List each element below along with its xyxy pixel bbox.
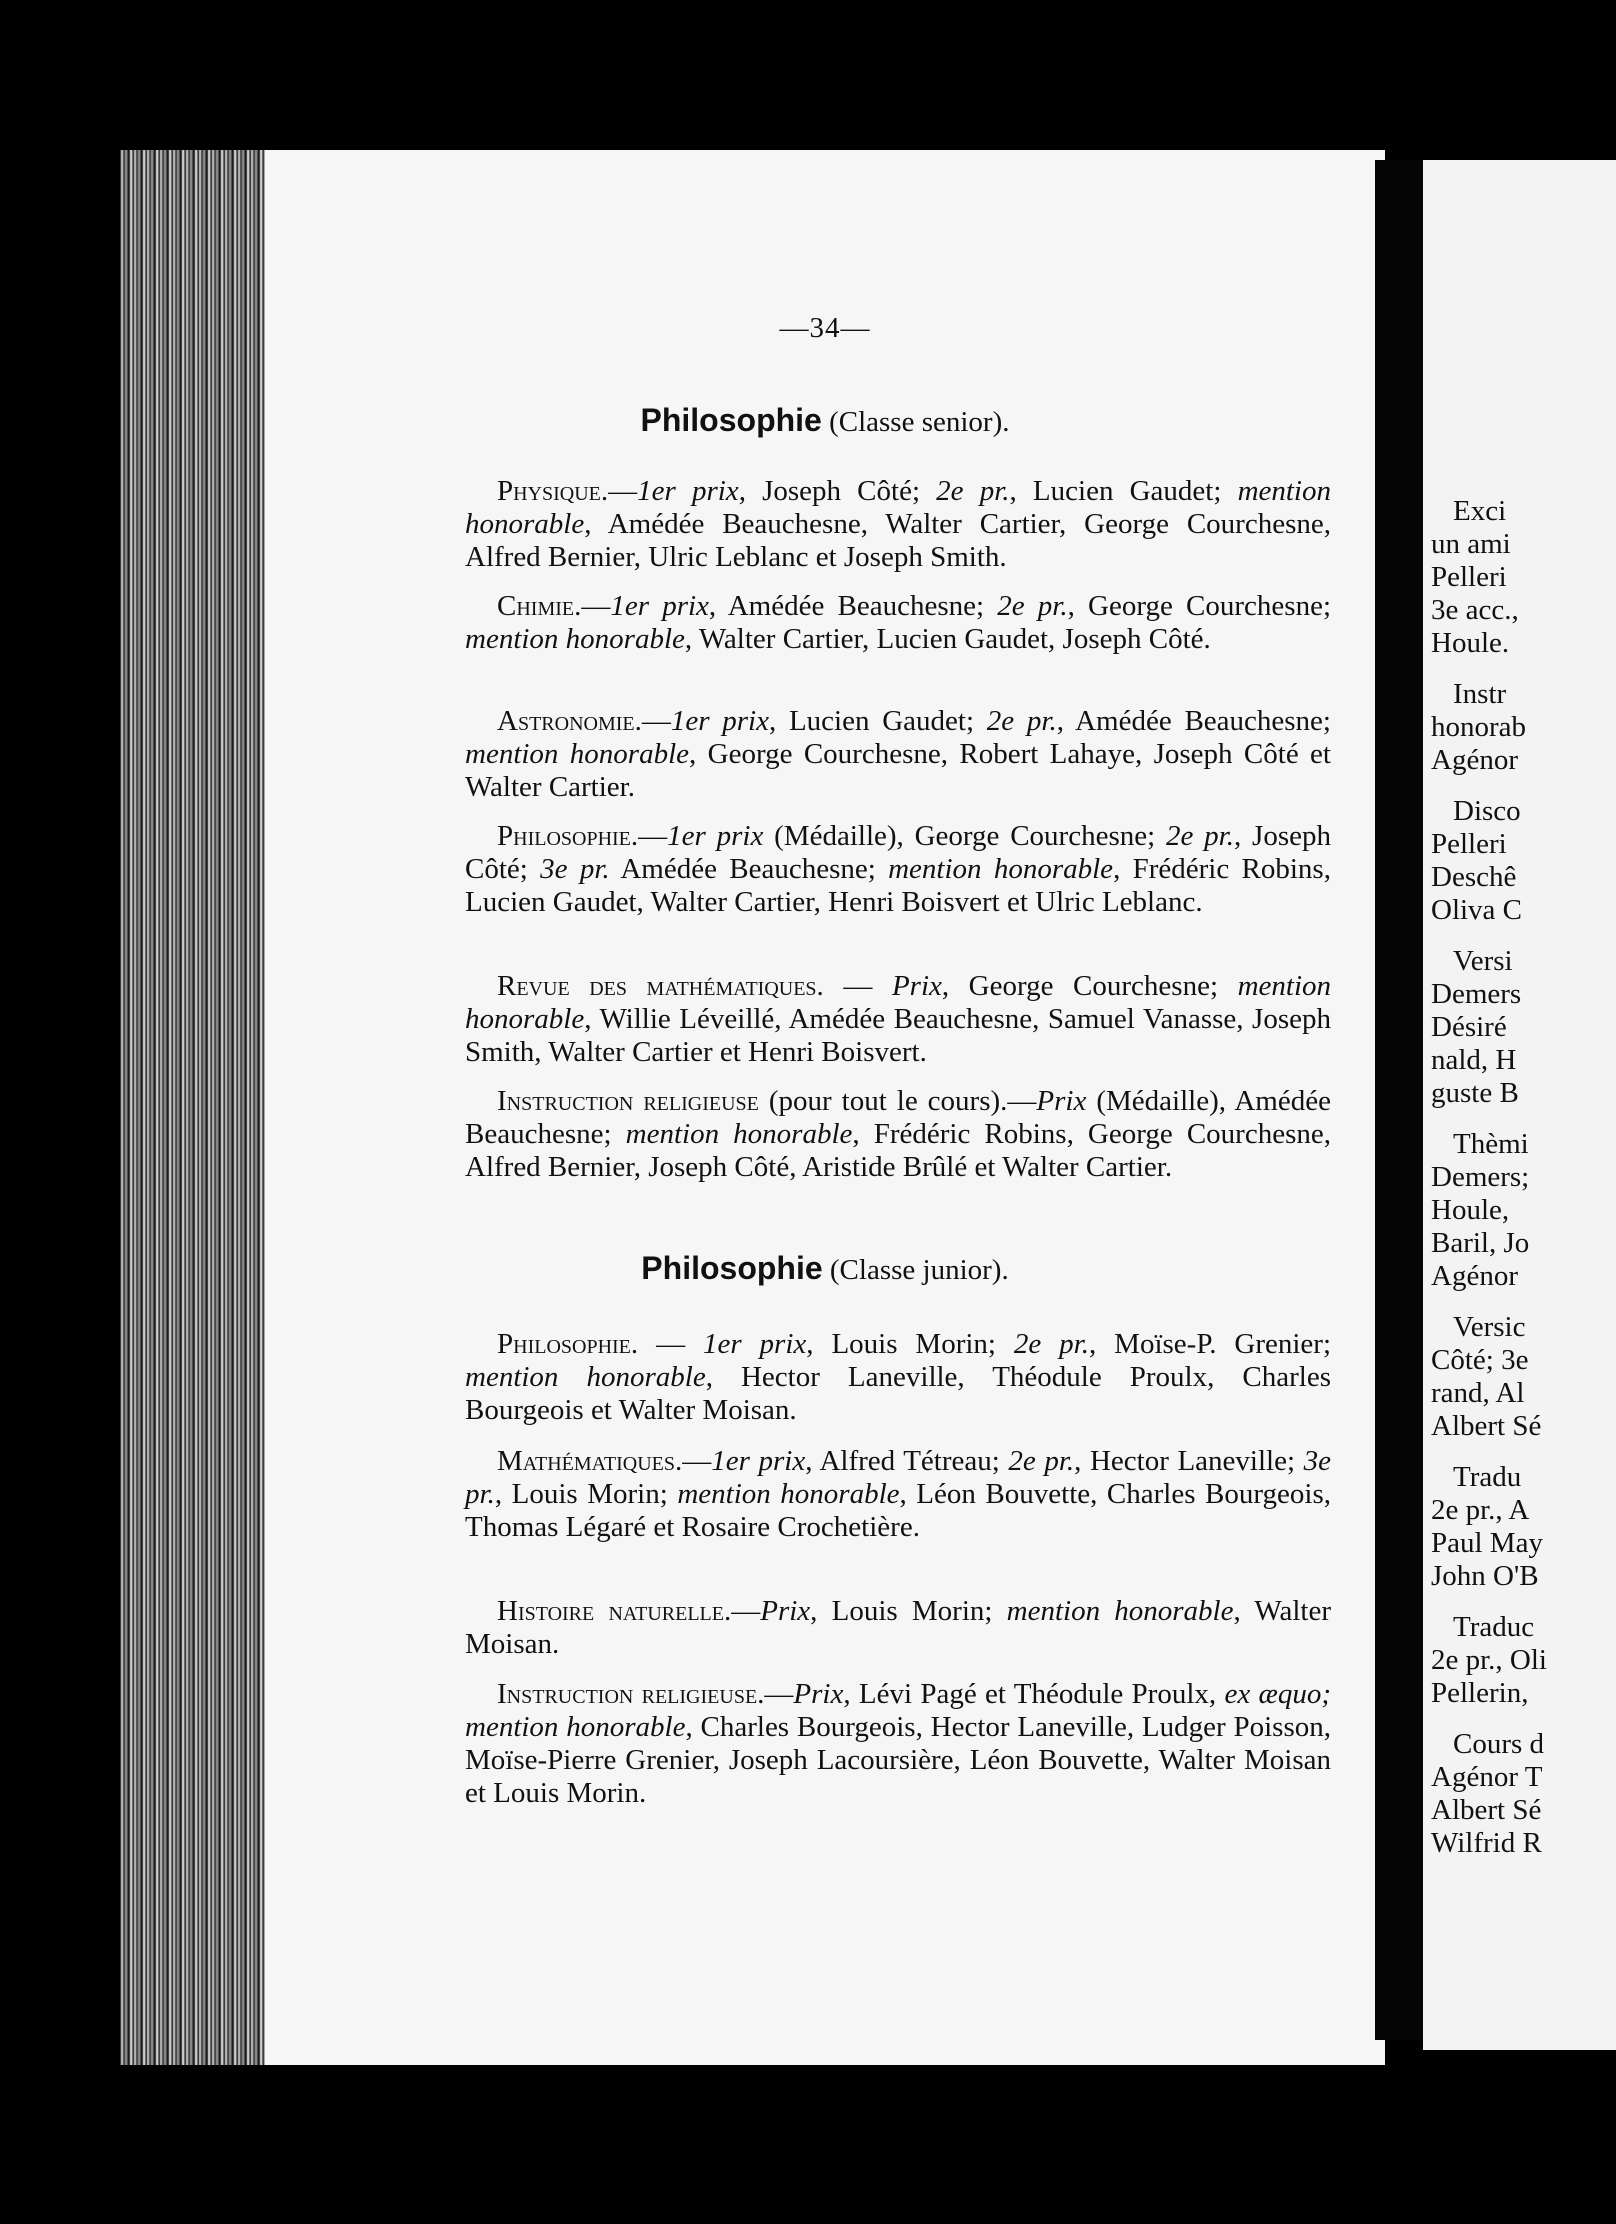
next-page-line: 2e pr., A bbox=[1431, 1494, 1530, 1526]
next-page-line: John O'B bbox=[1431, 1560, 1539, 1592]
next-page-line: nald, H bbox=[1431, 1044, 1517, 1076]
next-page-line: Demers bbox=[1431, 978, 1522, 1010]
next-page-line: Cours d bbox=[1453, 1728, 1545, 1760]
text: — bbox=[731, 1595, 761, 1627]
book-page-edges bbox=[120, 150, 270, 2065]
senior-instruction-paragraph bbox=[465, 1085, 1331, 1184]
text: 2e pr. bbox=[1165, 820, 1234, 852]
text: , George Courchesne; bbox=[941, 970, 1238, 1002]
text: mention honorable bbox=[465, 623, 685, 655]
book-gutter bbox=[1375, 160, 1423, 2040]
text: , Joseph Côté; bbox=[738, 475, 937, 507]
text: , Louis Morin; bbox=[806, 1328, 1014, 1360]
next-page-line: Versic bbox=[1453, 1311, 1526, 1343]
next-page-line: Exci bbox=[1453, 495, 1507, 527]
next-page-fragment bbox=[1423, 160, 1616, 2050]
subject-label: Instruction religieuse. bbox=[497, 1678, 765, 1710]
text: , Amédée Beauchesne; bbox=[708, 590, 998, 622]
text: ex æquo; mention honorable bbox=[465, 1678, 1331, 1743]
text: 3e pr. bbox=[465, 1445, 1331, 1510]
next-page-line: Houle, bbox=[1431, 1194, 1510, 1226]
text: , Louis Morin; bbox=[494, 1478, 678, 1510]
text: (Médaille), Amédée Beauchesne; bbox=[465, 1085, 1331, 1150]
next-page-line: 2e pr., Oli bbox=[1431, 1644, 1547, 1676]
text: mention honorable bbox=[625, 1118, 853, 1150]
text: 2e pr. bbox=[1013, 1328, 1089, 1360]
next-page-line: Pelleri bbox=[1431, 561, 1507, 593]
heading-subtitle: (Classe junior). bbox=[829, 1254, 1009, 1286]
text: — bbox=[641, 705, 671, 737]
text: Prix bbox=[1036, 1085, 1087, 1117]
next-page-line: Instr bbox=[1453, 678, 1507, 710]
text: mention honorable bbox=[465, 1361, 706, 1393]
text: — bbox=[764, 1678, 794, 1710]
junior-instruction-paragraph bbox=[465, 1678, 1331, 1810]
text: , George Courchesne; bbox=[1067, 590, 1332, 622]
text: , Moïse-P. Grenier; bbox=[1089, 1328, 1332, 1360]
senior-philosophie-paragraph bbox=[465, 820, 1331, 919]
text: , Joseph Côté; bbox=[465, 820, 1331, 885]
text: Prix bbox=[793, 1678, 844, 1710]
next-page-line: Baril, Jo bbox=[1431, 1227, 1530, 1259]
next-page-line: Désiré bbox=[1431, 1011, 1507, 1043]
next-page-line: Oliva C bbox=[1431, 894, 1523, 926]
text: , Hector Laneville; bbox=[1074, 1445, 1304, 1477]
text: , Lévi Pagé et Théodule Proulx, bbox=[843, 1678, 1225, 1710]
next-page-line: Agénor bbox=[1431, 744, 1518, 776]
text: — bbox=[581, 590, 611, 622]
senior-revue-paragraph bbox=[465, 970, 1331, 1069]
junior-philosophie-paragraph bbox=[465, 1328, 1331, 1427]
text: , Walter Moisan. bbox=[465, 1595, 1331, 1660]
senior-physique-paragraph bbox=[465, 475, 1331, 574]
text: , Walter Cartier, Lucien Gaudet, Joseph Côté. bbox=[684, 623, 1211, 655]
subject-label: Histoire naturelle. bbox=[497, 1595, 732, 1627]
text: mention honorable bbox=[465, 970, 1332, 1035]
text: 1er prix bbox=[702, 1328, 807, 1360]
next-page-line: Disco bbox=[1453, 795, 1521, 827]
text: , Amédée Beauchesne, Walter Cartier, George Courchesne, Alfred Bernier, Ulric Leblanc et Joseph Smith. bbox=[465, 508, 1331, 573]
next-page-line: Houle. bbox=[1431, 627, 1510, 659]
next-page-line: Versi bbox=[1453, 945, 1513, 977]
text: — bbox=[823, 970, 892, 1002]
text: 1er prix bbox=[670, 705, 769, 737]
text: mention honorable bbox=[465, 738, 690, 770]
subject-label: Instruction religieuse bbox=[497, 1085, 759, 1117]
text: , Frédéric Robins, Lucien Gaudet, Walter Cartier, Henri Boisvert et Ulric Leblanc. bbox=[465, 853, 1331, 918]
text: , Louis Morin; bbox=[810, 1595, 1007, 1627]
text: , Amédée Beauchesne; bbox=[1056, 705, 1331, 737]
next-page-line: Paul May bbox=[1431, 1527, 1543, 1559]
page-number: —34— bbox=[779, 312, 871, 344]
next-page-line: rand, Al bbox=[1431, 1377, 1525, 1409]
text: mention honorable bbox=[465, 475, 1331, 540]
text: (Médaille), George Courchesne; bbox=[763, 820, 1166, 852]
text: 2e pr. bbox=[936, 475, 1010, 507]
text: , Lucien Gaudet; bbox=[1009, 475, 1238, 507]
next-page-line: Demers; bbox=[1431, 1161, 1530, 1193]
text: , Hector Laneville, Théodule Proulx, Charles Bourgeois et Walter Moisan. bbox=[465, 1361, 1331, 1426]
subject-label: Physique. bbox=[497, 475, 609, 507]
text: , Charles Bourgeois, Hector Laneville, Ludger Poisson, Moïse-Pierre Grenier, Joseph Lacoursière, Léon Bouvette, Walter Moisan et Louis Morin. bbox=[465, 1711, 1331, 1809]
next-page-line: Thèmi bbox=[1453, 1128, 1529, 1160]
junior-section-heading bbox=[265, 1250, 1385, 1287]
next-page-line: Traduc bbox=[1453, 1611, 1535, 1643]
subject-label: Mathématiques. bbox=[497, 1445, 683, 1477]
text: 1er prix bbox=[711, 1445, 806, 1477]
junior-mathematiques-paragraph bbox=[465, 1445, 1331, 1544]
text: 3e pr. bbox=[540, 853, 610, 885]
senior-astronomie-paragraph bbox=[465, 705, 1331, 804]
text: , George Courchesne, Robert Lahaye, Joseph Côté et Walter Cartier. bbox=[465, 738, 1331, 803]
text: Prix bbox=[891, 970, 942, 1002]
junior-histoire-paragraph bbox=[465, 1595, 1331, 1661]
next-page-line: Agénor bbox=[1431, 1260, 1518, 1292]
next-page-line: Pelleri bbox=[1431, 828, 1507, 860]
text: 2e pr. bbox=[986, 705, 1057, 737]
text: mention honorable bbox=[1006, 1595, 1234, 1627]
text: , Willie Léveillé, Amédée Beauchesne, Samuel Vanasse, Joseph Smith, Walter Cartier et Henri Boisvert. bbox=[465, 1003, 1331, 1068]
text: mention honorable bbox=[677, 1478, 900, 1510]
next-page-line: Tradu bbox=[1453, 1461, 1522, 1493]
text: — bbox=[608, 475, 638, 507]
text: 1er prix bbox=[667, 820, 764, 852]
text: — bbox=[638, 820, 668, 852]
text: 2e pr. bbox=[997, 590, 1068, 622]
subject-label: Philosophie. bbox=[497, 820, 639, 852]
text: Amédée Beauchesne; bbox=[609, 853, 889, 885]
text: , Lucien Gaudet; bbox=[768, 705, 987, 737]
heading-subtitle: (Classe senior). bbox=[829, 406, 1010, 438]
text: 1er prix bbox=[610, 590, 709, 622]
subject-label: Astronomie. bbox=[497, 705, 642, 737]
next-page-line: Deschê bbox=[1431, 861, 1517, 893]
heading-title: Philosophie bbox=[641, 1250, 823, 1286]
senior-section-heading bbox=[265, 402, 1385, 439]
next-page-line: Albert Sé bbox=[1431, 1410, 1542, 1442]
next-page-line: guste B bbox=[1431, 1077, 1519, 1109]
next-page-line: honorab bbox=[1431, 711, 1527, 743]
text: mention honorable bbox=[888, 853, 1114, 885]
text: , Léon Bouvette, Charles Bourgeois, Thomas Légaré et Rosaire Crochetière. bbox=[465, 1478, 1331, 1543]
subject-label: Revue des mathématiques. bbox=[497, 970, 824, 1002]
text: , Frédéric Robins, George Courchesne, Alfred Bernier, Joseph Côté, Aristide Brûlé et Walter Cartier. bbox=[465, 1118, 1331, 1183]
text: 2e pr. bbox=[1008, 1445, 1075, 1477]
next-page-line: Côté; 3e bbox=[1431, 1344, 1529, 1376]
text: , Alfred Tétreau; bbox=[805, 1445, 1009, 1477]
next-page-line: 3e acc., bbox=[1431, 594, 1519, 626]
next-page-line: Albert Sé bbox=[1431, 1794, 1542, 1826]
heading-title: Philosophie bbox=[640, 402, 822, 438]
next-page-line: un ami bbox=[1431, 528, 1511, 560]
text: 1er prix bbox=[637, 475, 739, 507]
senior-chimie-paragraph bbox=[465, 590, 1331, 656]
text: — bbox=[638, 1328, 703, 1360]
subject-label: Philosophie. bbox=[497, 1328, 639, 1360]
next-page-line: Wilfrid R bbox=[1431, 1827, 1542, 1859]
text: (pour tout le cours).— bbox=[758, 1085, 1037, 1117]
text: — bbox=[682, 1445, 712, 1477]
left-page bbox=[265, 150, 1385, 2065]
next-page-line: Agénor T bbox=[1431, 1761, 1543, 1793]
text: Prix bbox=[760, 1595, 811, 1627]
next-page-line: Pellerin, bbox=[1431, 1677, 1529, 1709]
subject-label: Chimie. bbox=[497, 590, 582, 622]
